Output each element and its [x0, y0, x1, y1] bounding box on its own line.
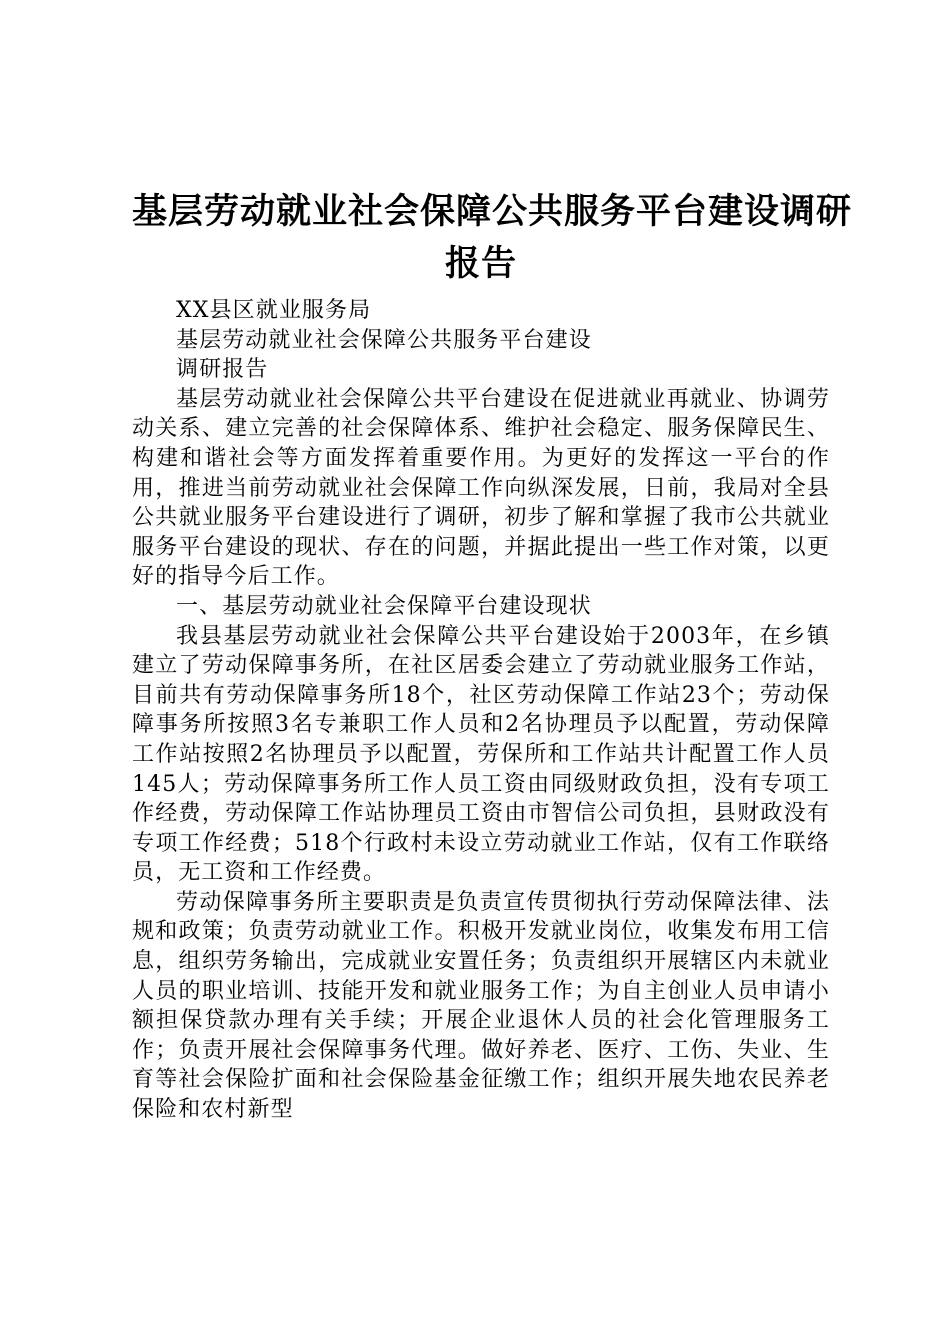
paragraph-intro: 基层劳动就业社会保障公共平台建设在促进就业再就业、协调劳动关系、建立完善的社会保障体系、维护社会稳定、服务保障民生、构建和谐社会等方面发挥着重要作用。为更好的发挥这一平台的作用，推进当前劳动就业社会保障工作向纵深发展，日前，我局对全县公共就业服务平台建设进行了调研，初步了解和掌握了我市公共就业服务平台建设的现状、存在的问题，并据此提出一些工作对策，以更好的指导今后工作。 — [132, 386, 830, 590]
document-body — [132, 296, 830, 1125]
subtitle-line-1: 基层劳动就业社会保障公共服务平台建设 — [176, 327, 592, 353]
paragraph-current-status: 我县基层劳动就业社会保障公共平台建设始于2003年，在乡镇建立了劳动保障事务所，在社区居委会建立了劳动就业服务工作站，目前共有劳动保障事务所18个，社区劳动保障工作站23个；劳动保障事务所按照3名专兼职工作人员和2名协理员予以配置，劳动保障工作站按照2名协理员予以配置，劳保所和工作站共计配置工作人员145人；劳动保障事务所工作人员工资由同级财政负担，没有专项工作经费，劳动保障工作站协理员工资由市智信公司负担，县财政没有专项工作经费；518个行政村未设立劳动就业工作站，仅有工作联络员，无工资和工作经费。 — [132, 623, 830, 886]
organization-name: XX县区就业服务局 — [176, 298, 372, 323]
title-line-1: 基层劳动就业社会保障公共服务平台建设调研 — [132, 192, 853, 232]
paragraph-duties: 劳动保障事务所主要职责是负责宣传贯彻执行劳动保障法律、法规和政策；负责劳动就业工作。积极开发就业岗位，收集发布用工信息，组织劳务输出，完成就业安置任务；负责组织开展辖区内未就业人员的职业培训、技能开发和就业服务工作；为自主创业人员申请小额担保贷款办理有关手续；开展企业退休人员的社会化管理服务工作；负责开展社会保障事务代理。做好养老、医疗、工伤、失业、生育等社会保险扩面和社会保险基金征缴工作；组织开展失地农民养老保险和农村新型 — [132, 889, 830, 1123]
subtitle-line-2: 调研报告 — [176, 357, 269, 383]
document-title — [132, 186, 853, 290]
title-line-2: 报告 — [444, 244, 517, 284]
document-page — [132, 186, 853, 1125]
section-heading-1: 一、基层劳动就业社会保障平台建设现状 — [176, 593, 592, 619]
